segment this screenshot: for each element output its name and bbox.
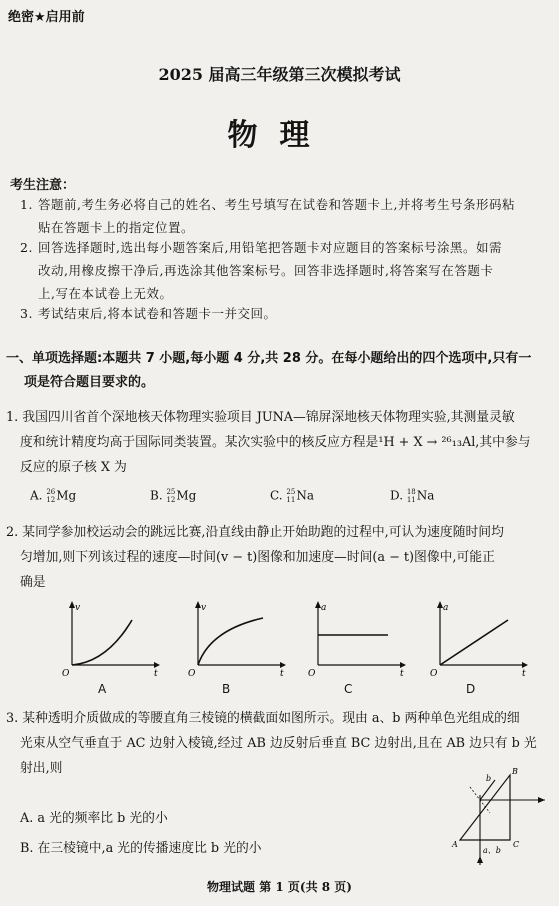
graph-label-b: B <box>222 682 231 696</box>
notice-text: 考试结束后,将本试卷和答题卡一并交回。 <box>38 306 277 321</box>
x-axis-label: t <box>154 669 158 679</box>
mass-number: 25 <box>286 488 296 496</box>
element-symbol: Mg <box>56 488 77 503</box>
section-heading-line: 一、单项选择题:本题共 7 小题,每小题 4 分,共 28 分。在每小题给出的四个选项中,只有一 <box>6 351 532 366</box>
y-axis-label: v <box>201 603 207 613</box>
question-text: 匀增加,则下列该过程的速度—时间(v − t)图像和加速度—时间(a − t)图像中,可能正 <box>20 550 495 565</box>
origin-label: O <box>62 669 70 679</box>
notice-heading: 考生注意： <box>10 178 76 193</box>
y-axis-label: a <box>443 603 449 613</box>
question-text: 3. 某种透明介质做成的等腰直角三棱镜的横截面如图所示。现由 a、b 两种单色光组成的细 <box>6 711 520 726</box>
notice-text: 改动,用橡皮擦干净后,再选涂其他答案标号。回答非选择题时,将答案写在答题卡 <box>38 263 494 278</box>
question-1 <box>6 405 552 480</box>
option-d[interactable] <box>390 488 510 504</box>
vertex-c-label: C <box>513 840 520 849</box>
notice-num: 2. <box>20 240 33 255</box>
mass-number: 25 <box>166 488 176 496</box>
graph-label-c: C <box>344 682 353 696</box>
question-text: 2. 某同学参加校运动会的跳远比赛,沿直线由静止开始助跑的过程中,可认为速度随时间均 <box>6 525 504 540</box>
x-axis-label: t <box>522 669 526 679</box>
notice-text: 上,写在本试卷上无效。 <box>38 286 173 301</box>
page-footer: 物理试题 第 1 页(共 8 页) <box>207 880 352 894</box>
subject-title: 物理 <box>227 118 332 153</box>
charge-number: 12 <box>166 496 176 504</box>
charge-number: 12 <box>46 496 56 504</box>
secret-mark: 绝密★启用前 <box>8 10 85 25</box>
element-symbol: Na <box>296 488 314 503</box>
question-text: 射出,则 <box>20 761 63 776</box>
notice-text: 答题前,考生务必将自己的姓名、考生号填写在试卷和答题卡上,并将考生号条形码粘 <box>38 197 515 212</box>
option-label: D. <box>390 488 404 503</box>
q3-option-a[interactable]: A. a 光的频率比 b 光的小 <box>20 811 168 826</box>
notice-item-2 <box>20 236 548 305</box>
element-symbol: Na <box>416 488 435 503</box>
prism-figure <box>440 765 550 865</box>
x-axis-label: t <box>400 669 404 679</box>
question-text: ,其中参与 <box>475 435 531 450</box>
y-axis-label: v <box>75 603 81 613</box>
option-label: B. <box>150 488 163 503</box>
option-c[interactable] <box>270 488 390 504</box>
question-text: 1. 我国四川省首个深地核天体物理实验项目 JUNA—锦屏深地核天体物理实验,其测量灵敏 <box>6 410 515 425</box>
section-heading <box>6 347 554 395</box>
x-axis-label: t <box>280 669 284 679</box>
graph-label-d: D <box>466 682 476 696</box>
notice-num: 1. <box>20 197 33 212</box>
option-label: A. <box>30 488 43 503</box>
origin-label: O <box>188 669 196 679</box>
option-b[interactable] <box>150 488 270 504</box>
ray-in-label: a、b <box>483 846 501 855</box>
notice-text: 贴在答题卡上的指定位置。 <box>38 220 195 235</box>
question-text: 光束从空气垂直于 AC 边射入棱镜,经过 AB 边反射后垂直 BC 边射出,且在 AB 边只有 b 光 <box>20 736 537 751</box>
question-text: 度和统计精度均高于国际同类装置。某次实验中的核反应方程是 <box>20 435 379 450</box>
question-text: 确是 <box>20 575 46 590</box>
option-label: C. <box>270 488 283 503</box>
charge-number: 11 <box>286 496 296 504</box>
graph-c[interactable] <box>308 600 408 680</box>
exam-title: 2025 届高三年级第三次模拟考试 <box>158 65 401 84</box>
option-a[interactable] <box>30 488 150 504</box>
mass-number: 18 <box>406 488 416 496</box>
notice-text: 回答选择题时,选出每小题答案后,用铅笔把答题卡对应题目的答案标号涂黑。如需 <box>38 240 502 255</box>
vertex-a-label: A <box>452 840 458 849</box>
question-text: 反应的原子核 X 为 <box>20 460 127 475</box>
notice-item-3 <box>20 302 548 325</box>
vertex-b-label: B <box>512 767 518 776</box>
notice-item-1 <box>20 193 548 239</box>
reaction-equation: ¹H + X → ²⁶₁₃Al <box>378 435 476 450</box>
notice-num: 3. <box>20 306 33 321</box>
graph-a[interactable] <box>62 600 162 680</box>
graph-d[interactable] <box>430 600 530 680</box>
mass-number: 26 <box>46 488 56 496</box>
origin-label: O <box>308 669 316 679</box>
graph-label-a: A <box>98 682 107 696</box>
element-symbol: Mg <box>176 488 197 503</box>
question-2 <box>6 520 552 595</box>
graph-b[interactable] <box>188 600 288 680</box>
ray-b-label: b <box>486 774 492 783</box>
charge-number: 11 <box>406 496 416 504</box>
y-axis-label: a <box>321 603 327 613</box>
section-heading-line: 项是符合题目要求的。 <box>24 375 155 390</box>
q1-options <box>30 488 510 504</box>
origin-label: O <box>430 669 438 679</box>
q3-option-b[interactable]: B. 在三棱镜中,a 光的传播速度比 b 光的小 <box>20 841 262 856</box>
